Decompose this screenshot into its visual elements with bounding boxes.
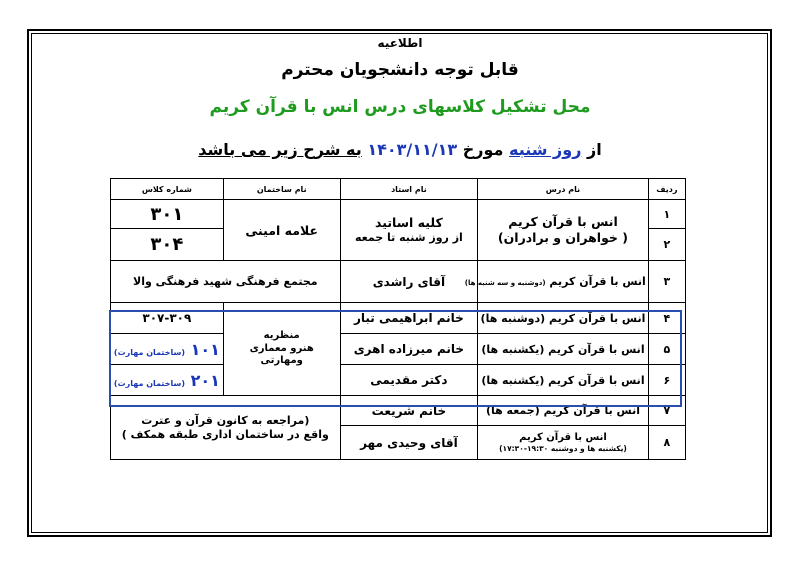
building-cell: علامه امینی bbox=[223, 200, 340, 261]
room-number: ۲۰۱ bbox=[190, 370, 220, 390]
course-cell: انس با قرآن کریم (دوشنبه ها) bbox=[478, 303, 649, 334]
building-cell bbox=[223, 303, 340, 396]
table-row bbox=[111, 334, 686, 365]
course-name: انس با قرآن کریم bbox=[549, 275, 646, 288]
building-line: هنرو معماری bbox=[249, 342, 314, 354]
notice-label: اطلاعیه bbox=[377, 36, 423, 50]
teacher-cell: خانم ابراهیمی تبار bbox=[340, 303, 478, 334]
course-cell: انس با قرآن کریم (یکشنبه ها) bbox=[478, 334, 649, 365]
row-number: ۶ bbox=[648, 365, 685, 396]
building-line: ومهارتی bbox=[260, 355, 303, 367]
date-value: ۱۴۰۳/۱۱/۱۳ bbox=[367, 140, 458, 159]
row-number: ۴ bbox=[648, 303, 685, 334]
row-number: ۳ bbox=[648, 261, 685, 303]
row-number: ۸ bbox=[648, 426, 685, 460]
course-cell bbox=[464, 261, 649, 303]
course-cell: انس با قرآن کریم (یکشنبه ها) bbox=[478, 365, 649, 396]
location-cell bbox=[111, 396, 341, 460]
notice-date-line bbox=[0, 140, 800, 159]
table-row bbox=[111, 396, 686, 426]
teacher-cell: آقای وحیدی مهر bbox=[340, 426, 478, 460]
room-number: ۱۰۱ bbox=[190, 339, 220, 359]
header-teacher: نام استاد bbox=[340, 179, 478, 200]
teacher-cell bbox=[340, 200, 478, 261]
course-name: انس با قرآن کریم bbox=[519, 431, 607, 443]
teacher-note: از روز شنبه تا جمعه bbox=[354, 230, 463, 244]
teacher-cell: خانم شریعت bbox=[340, 396, 478, 426]
header-course: نام درس bbox=[478, 179, 649, 200]
teacher-cell: خانم میرزاده اهری bbox=[340, 334, 478, 365]
room-cell bbox=[111, 334, 224, 365]
room-cell bbox=[111, 365, 224, 396]
header-room: شماره کلاس bbox=[111, 179, 224, 200]
notice-subject: محل تشکیل کلاسهای درس انس با قرآن کریم bbox=[209, 97, 591, 117]
teacher-cell: آقای راشدی bbox=[340, 261, 478, 303]
header-row-number: ردیف bbox=[648, 179, 685, 200]
table-row bbox=[111, 303, 686, 334]
table-header-row bbox=[111, 179, 686, 200]
row-number: ۵ bbox=[648, 334, 685, 365]
notice-audience: قابل توجه دانشجویان محترم bbox=[281, 60, 519, 80]
location-line: (مراجعه به کانون قرآن و عترت bbox=[141, 413, 310, 427]
location-line: واقع در ساختمان اداری طبقه همکف ) bbox=[121, 427, 329, 441]
row-number: ۱ bbox=[648, 200, 685, 229]
room-cell: ۳۰۴ bbox=[111, 229, 224, 261]
building-line: منظریه bbox=[263, 330, 300, 342]
date-prefix: از bbox=[587, 140, 602, 159]
teacher-name: کلیه اساتید bbox=[375, 215, 443, 231]
course-note: ( خواهران و برادران) bbox=[497, 230, 629, 245]
row-number: ۲ bbox=[648, 229, 685, 261]
course-name: انس با قرآن کریم bbox=[508, 214, 618, 230]
date-day: روز شنبه bbox=[508, 140, 582, 159]
table-row bbox=[111, 365, 686, 396]
room-cell: ۳۰۷-۳۰۹ bbox=[111, 303, 224, 334]
course-note: (یکشنبه ها و دوشنبه ۱۹:۳۰-۱۷:۳۰) bbox=[499, 444, 627, 454]
course-cell bbox=[478, 426, 649, 460]
room-note: (ساختمان مهارت) bbox=[113, 378, 185, 388]
date-dated: مورخ bbox=[462, 140, 504, 159]
room-note: (ساختمان مهارت) bbox=[113, 347, 185, 357]
date-suffix: به شرح زیر می باشد bbox=[198, 140, 362, 159]
table-row bbox=[111, 261, 686, 303]
row-number: ۷ bbox=[648, 396, 685, 426]
schedule-table bbox=[110, 178, 686, 460]
course-note: (دوشنبه و سه شنبه ها) bbox=[464, 279, 546, 287]
course-cell bbox=[478, 200, 649, 261]
course-cell: انس با قرآن کریم (جمعه ها) bbox=[478, 396, 649, 426]
teacher-cell: دکتر مقدیمی bbox=[340, 365, 478, 396]
header-building: نام ساختمان bbox=[223, 179, 340, 200]
table-row bbox=[111, 200, 686, 229]
building-room-cell: مجتمع فرهنگی شهید فرهنگی والا bbox=[111, 261, 341, 303]
room-cell: ۳۰۱ bbox=[111, 200, 224, 229]
